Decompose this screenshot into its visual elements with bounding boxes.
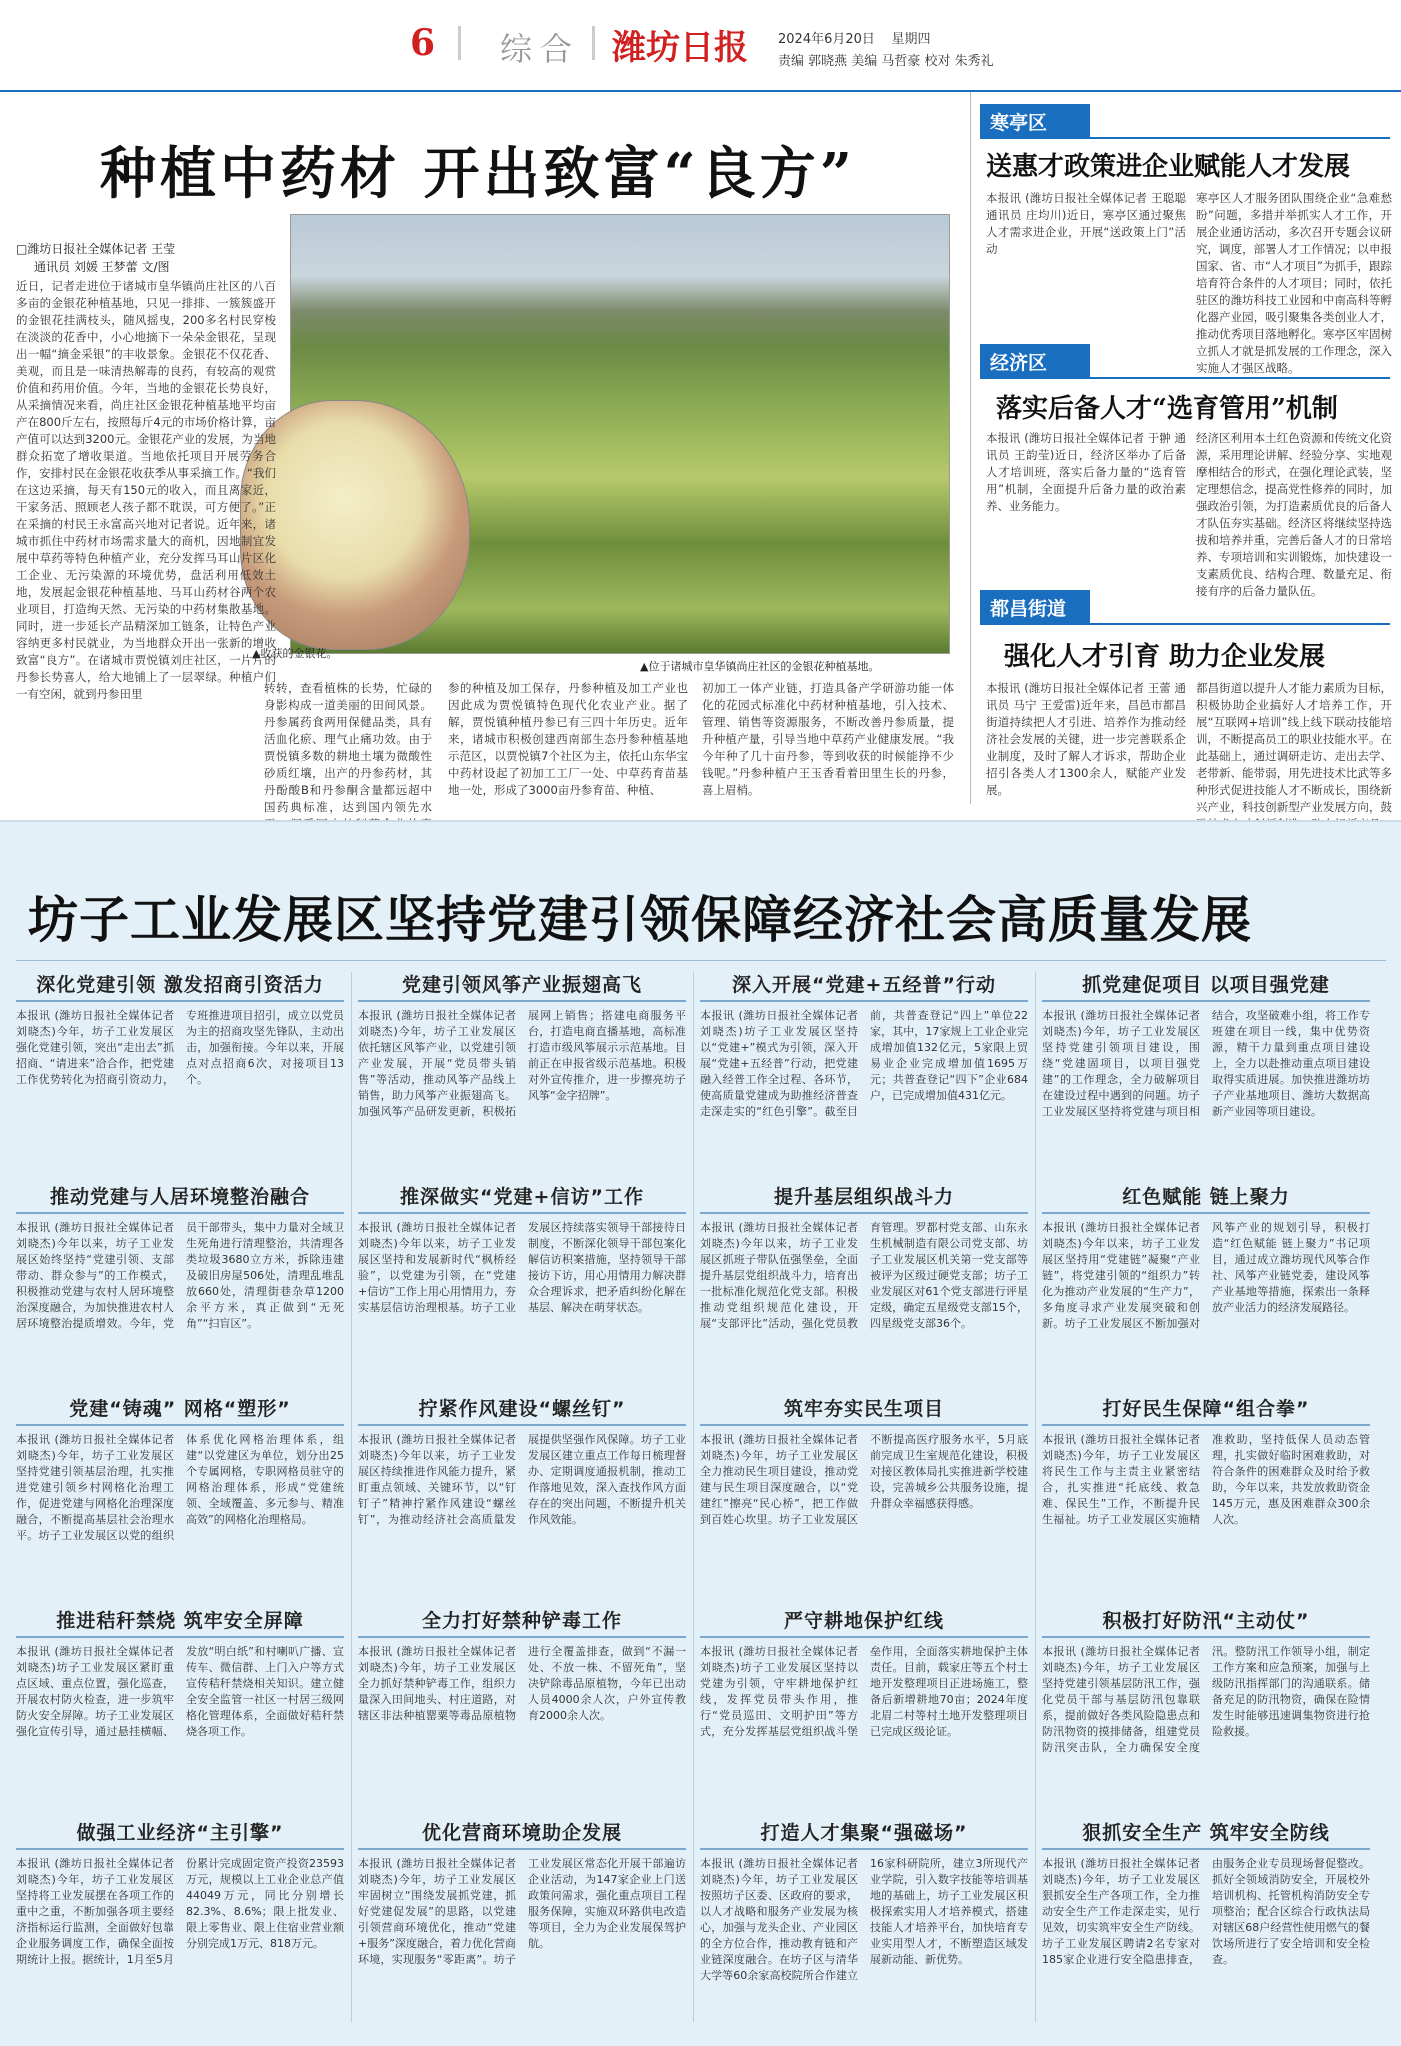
article-body: 经济区利用本土红色资源和传统文化资源，采用理论讲解、经验分享、实地观摩相结合的形式，在强化理论武装，坚定理想信念，提高党性修养的同时，加强政治引领，为打造素质优良的后备人才队伍夯实基础。经济区将继续坚持选拔和培养并重，完善后备人才的日常培养、专项培训和实训锻炼，加快建设一支素质优良、结构合理、数量充足、衔接有序的后备力量队伍。 xyxy=(1196,431,1392,598)
report-article xyxy=(16,1184,344,1388)
feature-column-4: 初加工一体产业链，打造具备产学研游功能一体化的花园式标准化中药材种植基地，引入技术、管理、销售等资源服务，不断改善丹参质量，提升种植产量，引导当地中草药产业健康发展。“我今年种了几十亩丹参，等到收获的时候能挣不少钱呢。”丹参种植户王玉香看着田里生长的丹参，喜上眉梢。 xyxy=(702,681,954,797)
report-article-title: 抓党建促项目 以项目强党建 xyxy=(1082,974,1330,996)
report-article-title: 提升基层组织战斗力 xyxy=(773,1186,954,1208)
rule xyxy=(980,137,1390,139)
report-article-title: 推深做实“党建+信访”工作 xyxy=(400,1186,644,1208)
report-article xyxy=(1042,1820,1370,2024)
title-rule xyxy=(700,1212,1028,1214)
column-divider xyxy=(693,972,694,2022)
newspaper-logo: 潍坊日报 xyxy=(612,28,748,68)
report-article xyxy=(358,1396,686,1600)
report-article-body: 本报讯 (潍坊日报社全媒体记者 刘晓杰)今年，坊子工业发展区坚持将工业发展摆在各项工作的重中之重，不断加强各项主要经济指标运行监测，全面做好包靠企业服务调度工作，确保全面按期统计上报。据统计，1月至5月份累计完成固定资产投资23593万元，规模以上工业企业总产值44049万元，同比分别增长82.3%、8.6%；限上批发业、限上零售业、限上住宿业营业额分别完成1万元、818万元。 xyxy=(16,1857,344,1966)
column-divider xyxy=(1035,972,1036,2022)
title-rule xyxy=(358,1636,686,1638)
report-article-body: 本报讯 (潍坊日报社全媒体记者 刘晓杰)坊子工业发展区紧盯重点区域、重点位置，强化巡查，开展农村防火检查，进一步筑牢防火安全屏障。坊子工业发展区强化宣传引导，通过悬挂横幅、发放“明白纸”和村喇叭广播、宣传车、微信群、上门入户等方式宣传秸秆禁烧相关知识。建立健全安全监管一社区一村居三级网格化管理体系，全面做好秸秆禁烧各项工作。 xyxy=(16,1645,344,1738)
feature-column-1: 近日，记者走进位于诸城市皇华镇尚庄社区的八百多亩的金银花种植基地，只见一排排、一簇簇盛开的金银花挂满枝头，随风摇曳，200多名村民穿梭在淡淡的花香中，小心地摘下一朵朵金银花，呈现出一幅“摘金采银”的丰收景象。金银花不仅花香、美观，而且是一味清热解毒的良药，有较高的观赏价值和药用价值。今年，当地的金银花长势良好，从采摘情况来看，尚庄社区金银花种植基地平均亩产在800斤左右，按照每斤4元的市场价格计算，亩产值可以达到3200元。金银花产业的发展，为当地群众拓宽了增收渠道。当地依托项目开展劳务合作，安排村民在金银花收获季从事采摘工作。“我们在这边采摘，每天有150元的收入，而且离家近，干家务活、照顾老人孩子都不耽误，可方便了。”正在采摘的村民王永富高兴地对记者说。近年来，诸城市抓住中药材市场需求量大的商机，因地制宜发展中草药等特色种植产业，充分发挥马耳山片区化工企业、无污染源的环境优势，盘活利用低效土地，发展起金银花种植基地、马耳山药材谷两个农业项目，打造绚天然、无污染的中药材集散基地。同时，进一步延长产品精深加工链条，让特色产业容纳更多村民就业，为当地群众开出一张新的增收致富“良方”。在诸城市贾悦镇刘庄社区，一片片的丹参长势喜人，给大地铺上了一层翠绿。种植户们一有空闲，就到丹参田里 xyxy=(16,279,276,701)
report-article-body: 本报讯 (潍坊日报社全媒体记者 刘晓杰)今年，坊子工业发展区牢固树立“围绕发展抓党建，抓好党建促发展”的思路，以党建引领营商环境优化，推动“党建+服务”深度融合，着力优化营商环境，实现服务“零距离”。坊子工业发展区常态化开展干部遍访企业活动，为147家企业上门送政策问需求，强化重点项目工程服务保障，实施双环路供电改造等项目，全力为企业发展保驾护航。 xyxy=(358,1857,686,1966)
report-article-body: 本报讯 (潍坊日报社全媒体记者 刘晓杰)今年以来，坊子工业发展区坚持和发展新时代“枫桥经验”，以党建为引领，在“党建+信访”工作上用心用情用力，夯实基层信访治理根基。坊子工业发展区持续落实领导干部接待日制度，不断深化领导干部包案化解信访积案措施，坚持领导干部接访下访，用心用情用力解决群众合理诉求，把矛盾纠纷化解在基层、解决在萌芽状态。 xyxy=(358,1221,686,1314)
article-byline: 本报讯 (潍坊日报社全媒体记者 于翀 通讯员 王韵莹)近日，经济区举办了后备人才培训班，落实后备力量的“选育管用”机制，全面提升后备力量的政治素养、业务能力。 xyxy=(986,431,1186,513)
report-article xyxy=(16,972,344,1176)
report-article xyxy=(1042,1608,1370,1812)
report-article xyxy=(700,1820,1028,2024)
report-article xyxy=(700,972,1028,1176)
report-article xyxy=(358,1608,686,1812)
title-rule xyxy=(700,1424,1028,1426)
feature-byline: □潍坊日报社全媒体记者 王莹 xyxy=(16,242,176,256)
title-rule xyxy=(1042,1848,1370,1850)
title-rule xyxy=(1042,1424,1370,1426)
district-tag: 经济区 xyxy=(980,344,1090,379)
article-byline: 本报讯 (潍坊日报社全媒体记者 王蕾 通讯员 马宁 王爱雷)近年来，昌邑市都昌街道持续把人才引进、培养作为推动经济社会发展的关键，进一步完善联系企业制度，及时了解人才诉求，帮助企业招引各类人才1300余人，赋能产业发展。 xyxy=(986,681,1186,797)
report-article-title: 打好民生保障“组合拳” xyxy=(1102,1398,1310,1420)
page-number: 6 xyxy=(410,22,436,64)
feature-column-3: 参的种植及加工保存，丹参种植及加工产业也因此成为贾悦镇特色现代化农业产业。据了解，贾悦镇种植丹参已有三四十年历史。近年来，诸城市积极创建西南部生态丹参种植基地示范区，以贾悦镇7个社区为主，依托山东华宝中药材设起了初加工工厂一处、中草药育苗基地一处，形成了3000亩丹参育苗、种植、 xyxy=(448,681,688,797)
report-article xyxy=(358,972,686,1176)
report-article xyxy=(16,1608,344,1812)
report-article-body: 本报讯 (潍坊日报社全媒体记者 刘晓杰)今年，坊子工业发展区全力抓好禁种铲毒工作，组织力量深入田间地头、村庄道路，对辖区非法种植罂粟等毒品原植物进行全覆盖排查，做到“不漏一处、不放一株、不留死角”，坚决铲除毒品原植物，今年已出动人员4000余人次，户外宣传教育2000余人次。 xyxy=(358,1645,686,1722)
feature-column-2: 转转，查看植株的长势，忙碌的身影构成一道美丽的田间风景。丹参属药食两用保健品类，具有活血化瘀、理气止痛功效。由于贾悦镇多数的耕地土壤为微酸性砂质红壤，出产的丹参药材，其丹酚酸B和丹参酮含量都远超中国药典标准，达到国内领先水 xyxy=(264,681,432,814)
title-rule xyxy=(1042,1212,1370,1214)
report-article-title: 优化营商环境助企发展 xyxy=(421,1822,622,1844)
report-article-body: 本报讯 (潍坊日报社全媒体记者 刘晓杰)今年，坊子工业发展区坚持党建引领基层治理，扎实推进党建引领乡村网格化治理工作，促进党建与网格化治理深度融合，不断提高基层社会治理水平。坊子工业发展区以党的组织体系优化网格治理体系，组建“以党建区为单位，划分出25个专属网格，专职网格员驻守的网格治理体系，形成“党建统领、全域覆盖、多元参与、精准高效”的网格化治理格局。 xyxy=(16,1433,344,1542)
report-article-body: 本报讯 (潍坊日报社全媒体记者 刘晓杰)坊子工业发展区坚持以“党建+”模式为引领，深入开展“党建+五经普”行动，把党建融入经普工作全过程、各环节，使高质量党建成为助推经济普查走深走实的“红色引擎”。截至目前，共普查登记“四上”单位22家，其中，17家规上工业企业完成增加值132亿元，5家限上贸易业企业完成增加值1695万元；共普查登记“四下”企业684户，已完成增加值431亿元。 xyxy=(700,1009,1028,1118)
report-article-body: 本报讯 (潍坊日报社全媒体记者 刘晓杰)今年，坊子工业发展区依托辖区风筝产业，以党建引领产业发展，开展“党员带头销售”等活动，推动风筝产品线上销售，助力风筝产业振翅高飞。加强风筝产品研发更新，积极拓展网上销售；搭建电商服务平台，打造电商直播基地，高标准打造市级风筝展示示范基地。目前正在申报省级示范基地。积极对外宣传推介，进一步擦亮坊子风筝“金字招牌”。 xyxy=(358,1009,686,1118)
rule xyxy=(980,377,1390,379)
report-article xyxy=(1042,972,1370,1176)
title-rule xyxy=(700,1000,1028,1002)
title-rule xyxy=(700,1636,1028,1638)
divider xyxy=(592,26,595,60)
title-rule xyxy=(16,1848,344,1850)
report-article-title: 推进秸秆禁烧 筑牢安全屏障 xyxy=(56,1610,304,1632)
issue-date: 2024年6月20日 星期四 xyxy=(778,32,931,47)
rule xyxy=(16,960,1386,961)
report-article xyxy=(700,1608,1028,1812)
divider xyxy=(458,26,461,60)
report-article-body: 本报讯 (潍坊日报社全媒体记者 刘晓杰)今年，坊子工业发展区坚持党建引领项目建设，围绕“党建固项目，以项目强党建”的工作理念，全力破解项目在建设过程中遇到的问题。坊子工业发展区坚持将党建与项目相结合，攻坚破难小组，将工作专班建在项目一线，集中优势资源，精干力量到重点项目建设上，全力以赴推动重点项目建设取得实质进展。加快推进潍坊坊子产业基地项目、潍坊大数据高新产业园等项目建设。 xyxy=(1042,1009,1370,1118)
title-rule xyxy=(358,1212,686,1214)
title-rule xyxy=(1042,1636,1370,1638)
title-rule xyxy=(1042,1000,1370,1002)
report-article-body: 本报讯 (潍坊日报社全媒体记者 刘晓杰)今年，坊子工业发展区按照坊子区委、区政府的要求，以人才战略和服务产业发展为核心，加强与龙头企业、产业园区的全方位合作，推动教育链和产业链深度融合。在坊子区与清华大学等60余家高校院所合作建立16家科研院所，建立3所现代产业学院，引入数字技能等培训基地的基础上，坊子工业发展区积极探索实用人才培养模式，搭建技能人才培养平台，加快培育专业实用型人才，不断塑造区域发展新动能、新优势。 xyxy=(700,1857,1028,1982)
report-article xyxy=(700,1184,1028,1388)
feature-headline: 种植中药材 开出致富“良方” xyxy=(100,141,856,207)
title-rule xyxy=(358,1000,686,1002)
editor-credits: 责编 郭晓燕 美编 马哲豪 校对 朱秀礼 xyxy=(778,54,994,69)
report-article-title: 狠抓安全生产 筑牢安全防线 xyxy=(1082,1822,1330,1844)
report-article-body: 本报讯 (潍坊日报社全媒体记者 刘晓杰)坊子工业发展区坚持以党建为引领，守牢耕地保护红线，发挥党员带头作用，推行“党员巡田、文明护田”等方式，充分发挥基层党组织战斗堡垒作用，全面落实耕地保护主体责任。目前，载家庄等五个村土地开发整理项目正进场施工，整备后新增耕地70亩；2024年度北眉二村等村土地开发整理项目已完成区级论证。 xyxy=(700,1645,1028,1738)
report-article-body: 本报讯 (潍坊日报社全媒体记者 刘晓杰)今年以来，坊子工业发展区持续推进作风能力提升，紧盯重点领域、关键环节，以“钉钉子”精神拧紧作风建设“螺丝钉”，为推动经济社会高质量发展提供坚强作风保障。坊子工业发展区建立重点工作每日梳理督办、定期调度通报机制，推动工作落地见效，深入查找作风方面存在的突出问题，不断提升机关作风效能。 xyxy=(358,1433,686,1526)
report-article xyxy=(16,1820,344,2024)
title-rule xyxy=(16,1212,344,1214)
district-tag: 寒亭区 xyxy=(980,104,1090,139)
report-article-title: 党建“铸魂” 网格“塑形” xyxy=(69,1398,291,1420)
report-article xyxy=(16,1396,344,1600)
title-rule xyxy=(16,1000,344,1002)
report-article-title: 全力打好禁种铲毒工作 xyxy=(421,1610,622,1632)
report-article-body: 本报讯 (潍坊日报社全媒体记者 刘晓杰)今年，坊子工业发展区将民生工作与主责主业紧密结合，扎实推进“托底线、救急难、保民生”工作，不断提升民生福祉。坊子工业发展区实施精准救助，坚持低保人员动态管理，扎实做好临时困难救助，对符合条件的困难群众及时给予救助，今年以来，共发放救助资金145万元，惠及困难群众300余人次。 xyxy=(1042,1433,1370,1526)
photo-caption: ▲位于诸城市皇华镇尚庄社区的金银花种植基地。 xyxy=(640,660,880,673)
article-title: 落实后备人才“选育管用”机制 xyxy=(996,394,1338,424)
report-article-title: 拧紧作风建设“螺丝钉” xyxy=(418,1398,626,1420)
article-body: 都昌街道以提升人才能力素质为目标，积极协助企业搞好人才培养工作，开展“互联网+培训”线上线下联动技能培训，不断提高员工的职业技能水平。在此基础上，通过调研走访、走出去学、老带新、能带弱，用先进技术比武等多种形式促进技能人才不断成长，围绕新兴产业，科技创新型产业发展方向，鼓 xyxy=(1196,681,1392,814)
section-name: 综合 xyxy=(500,30,581,68)
report-article-body: 本报讯 (潍坊日报社全媒体记者 刘晓杰)今年，坊子工业发展区强化党建引领，突出“走出去”抓招商、“请进来”洽合作，把党建工作优势转化为招商引资动力，专班推进项目招引，成立以党员为主的招商攻坚先锋队，主动出击，加强衔接。今年以来，开展点对点招商6次，对接项目13个。 xyxy=(16,1009,344,1086)
special-report-headline: 坊子工业发展区坚持党建引领保障经济社会高质量发展 xyxy=(28,890,1252,949)
report-article-title: 推动党建与人居环境整治融合 xyxy=(49,1186,310,1208)
report-article-body: 本报讯 (潍坊日报社全媒体记者 刘晓杰)今年以来，坊子工业发展区坚持用“党建链”凝聚“产业链”，将党建引领的“组织力”转化为推动产业发展的“生产力”，多角度寻求产业发展突破和创新。坊子工业发展区不断加强对风筝产业的规划引导，积极打造“红色赋能 链上聚力”书记项目，通过成立潍坊现代风筝合作社、风筝产业链党委，建设风筝产业基地等措施，探索出一条释放产业活力的经济发展路径。 xyxy=(1042,1221,1370,1330)
title-rule xyxy=(358,1848,686,1850)
report-article xyxy=(358,1184,686,1388)
report-article xyxy=(700,1396,1028,1600)
district-tag: 都昌街道 xyxy=(980,590,1090,625)
report-article xyxy=(1042,1396,1370,1600)
title-rule xyxy=(700,1848,1028,1850)
article-title: 送惠才政策进企业赋能人才发展 xyxy=(986,152,1351,182)
report-article-title: 党建引领风筝产业振翅高飞 xyxy=(401,974,642,996)
report-article-title: 深化党建引领 激发招商引资活力 xyxy=(36,974,324,996)
rule xyxy=(980,623,1390,625)
report-article-title: 深入开展“党建+五经普”行动 xyxy=(732,974,996,996)
report-article-title: 筑牢夯实民生项目 xyxy=(783,1398,944,1420)
title-rule xyxy=(358,1424,686,1426)
report-article-title: 做强工业经济“主引擎” xyxy=(76,1822,284,1844)
report-article-title: 红色赋能 链上聚力 xyxy=(1122,1186,1290,1208)
article-grid xyxy=(16,972,1386,2032)
article-body: 寒亭区人才服务团队围绕企业“急难愁盼”问题，多措并举抓实人才工作，开展企业通访活动，多次召开专题会议研究，调度，部署人才工作情况；以申报国家、省、市“人才项目”为抓手，跟踪培育符合条件的人才项目；同时，依托驻区的潍坊科技工业园和中南高科等孵化器产业园，吸引聚集各类创业人才，推动优秀项目落地孵化。寒亭区牢固树立抓人才就是抓发展的工作理念，深入实施人才强区战略。 xyxy=(1196,191,1392,375)
title-rule xyxy=(16,1636,344,1638)
feature-byline-2: 通讯员 刘媛 王梦蕾 文/图 xyxy=(34,260,170,274)
report-article-title: 严守耕地保护红线 xyxy=(783,1610,944,1632)
report-article-body: 本报讯 (潍坊日报社全媒体记者 刘晓杰)今年以来，坊子工业发展区始终坚持“党建引领、支部带动、群众参与”的工作模式，积极推动党建与农村人居环境整治深度融合，为加快推进农村人居环境整治提质增效。今年，党员干部带头，集中力量对全域卫生死角进行清理整治，共清理各类垃圾3680立方米，拆除违建及破旧房屋506处，清理乱堆乱放660处，清理街巷杂草1200余平方米，真正做到“无死角”“扫盲区”。 xyxy=(16,1221,344,1330)
report-article-body: 本报讯 (潍坊日报社全媒体记者 刘晓杰)今年，坊子工业发展区狠抓安全生产各项工作，全力推动安全生产工作走深走实，见行见效，切实筑牢安全生产防线。坊子工业发展区聘请2名专家对185家企业进行安全隐患排查，由服务企业专员现场督促整改。抓好全领域消防安全，开展校外培训机构、托管机构消防安全专项整治；配合区综合行政执法局对辖区68户经营性使用燃气的餐饮场所进行了安全培训和安全检查。 xyxy=(1042,1857,1370,1966)
report-article xyxy=(358,1820,686,2024)
report-article xyxy=(1042,1184,1370,1388)
column-divider xyxy=(351,972,352,2022)
article-byline: 本报讯 (潍坊日报社全媒体记者 王聪聪 通讯员 庄均川)近日，寒亭区通过聚焦人才需求进企业，开展“送政策上门”活动 xyxy=(986,191,1186,256)
column-divider xyxy=(970,92,971,804)
report-article-body: 本报讯 (潍坊日报社全媒体记者 刘晓杰)今年，坊子工业发展区坚持党建引领基层防汛工作，强化党员干部与基层防汛包靠联系，提前做好各类风险隐患点和防汛物资的摸排储备，组建党员防汛突击队，全力确保安全度汛。整防汛工作领导小组，制定工作方案和应急预案，加强与上级防汛指挥部门的沟通联系。储备充足的防汛物资，确保在险情发生时能够迅速调集物资进行抢险救援。 xyxy=(1042,1645,1370,1754)
report-article-title: 积极打好防汛“主动仗” xyxy=(1102,1610,1310,1632)
article-title: 强化人才引育 助力企业发展 xyxy=(1004,642,1326,672)
report-article-title: 打造人才集聚“强磁场” xyxy=(760,1822,968,1844)
report-article-body: 本报讯 (潍坊日报社全媒体记者 刘晓杰)今年，坊子工业发展区全力推动民生项目建设，推动党建与民生项目深度融合，以“党建红”擦亮“民心桥”，把工作做到百姓心坎里。坊子工业发展区不断提高医疗服务水平，5月底前完成卫生室规范化建设，积极对接区教体局扎实推进新学校建设，完善城乡公共服务设施，提升群众幸福感获得感。 xyxy=(700,1433,1028,1526)
inset-caption: ▲收获的金银花。 xyxy=(252,647,338,660)
title-rule xyxy=(16,1424,344,1426)
report-article-body: 本报讯 (潍坊日报社全媒体记者 刘晓杰)今年以来，坊子工业发展区抓班子带队伍强堡垒，全面提升基层党组织战斗力，培育出一批标准化规范化党支部。积极推动党组织规范化建设，开展“支部评比”活动，强化党员教育管理。罗都村党支部、山东永生机械制造有限公司党支部、坊子工业发展区机关第一党支部等被评为区级过硬党支部；坊子工业发展区对61个党支部进行评星定级，确定五星级党支部15个，四星级党支部36个。 xyxy=(700,1221,1028,1330)
